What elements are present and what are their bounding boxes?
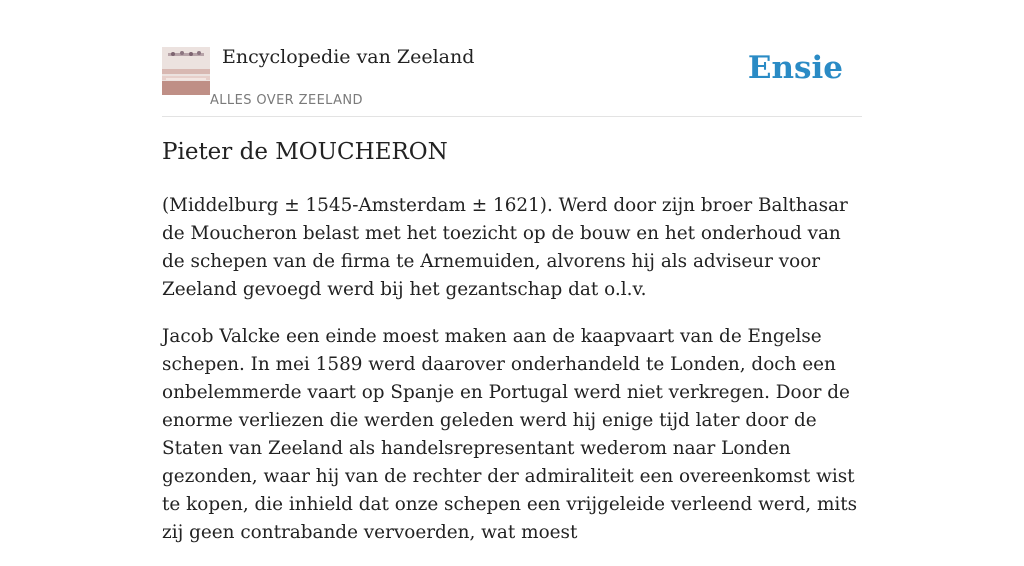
site-avatar[interactable] [162,47,210,95]
article-title: Pieter de MOUCHERON [162,139,448,165]
article-paragraph: Jacob Valcke een einde moest maken aan de kaapvaart van de Engelse schepen. In mei 1589 werd daarover onderhandeld te Londen, doch een onbelemmerde vaart op Spanje en Portugal werd niet verkregen. Door de enorme verliezen die werden geleden werd hij enige tijd later door de Staten van Zeeland als handelsrepresentant wederom naar Londen gezonden, waar hij van de rechter der admiraliteit een overeenkomst wist te kopen, die inhield dat onze schepen een vrijgeleide verleend werd, mits zij geen contrabande vervoerden, wat moest [162,326,858,543]
brand-logo[interactable]: Ensie [747,50,843,86]
article-body [162,192,868,566]
site-subtitle: ALLES OVER ZEELAND [210,93,363,108]
site-title[interactable]: Encyclopedie van Zeeland [222,46,475,68]
avatar-image [162,47,210,95]
site-header [162,44,862,117]
article-paragraph: (Middelburg ± 1545-Amsterdam ± 1621). Werd door zijn broer Balthasar de Moucheron belast met het toezicht op de bouw en het onderhoud van de schepen van de firma te Arnemuiden, alvorens hij als adviseur voor Zeeland gevoegd werd bij het gezantschap dat o.l.v. [162,195,848,300]
